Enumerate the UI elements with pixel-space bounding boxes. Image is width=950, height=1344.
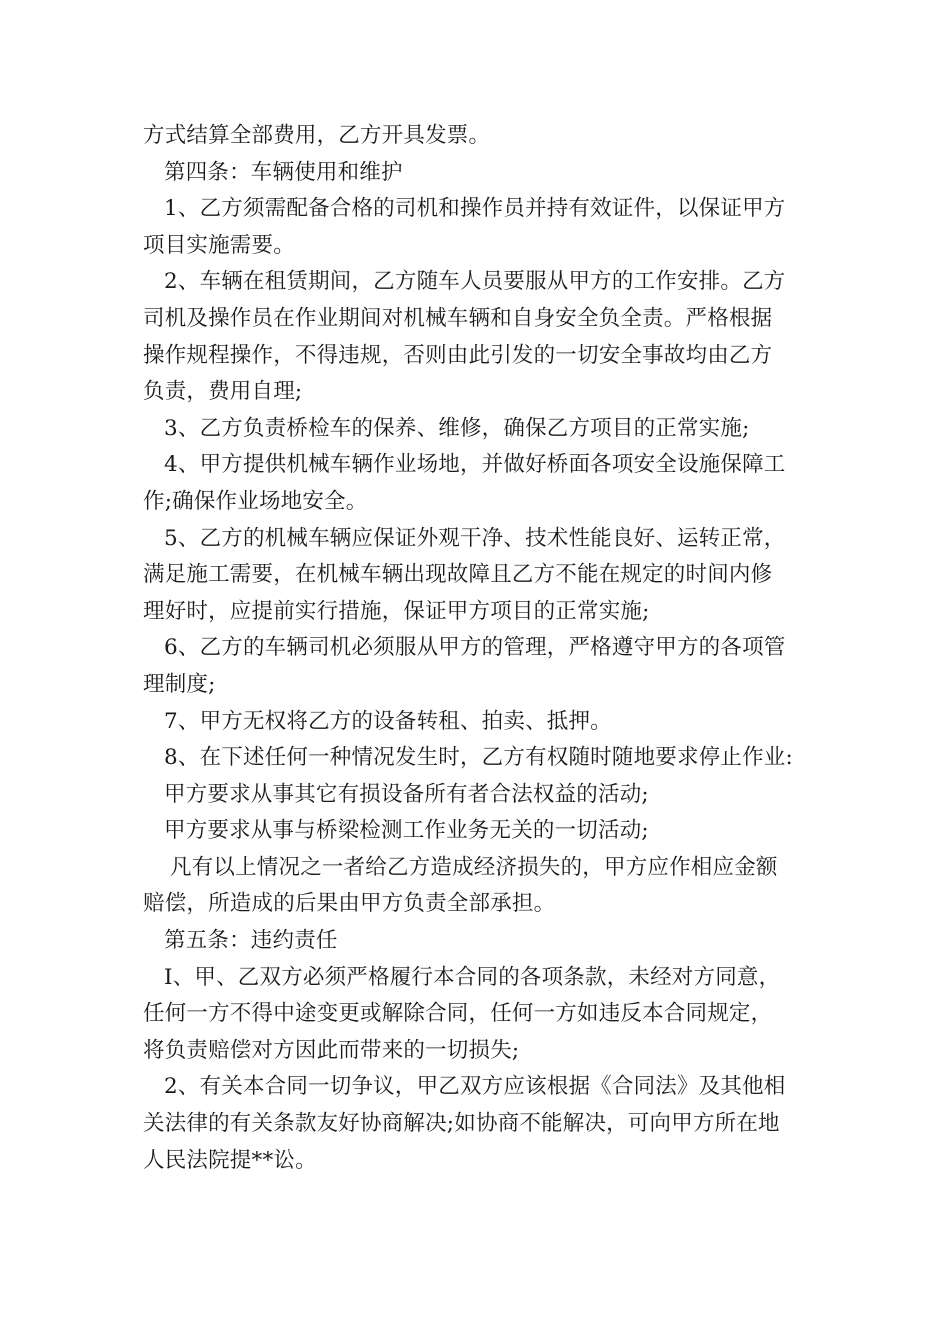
text-line: 理制度; xyxy=(143,671,216,697)
text-line: I、甲、乙双方必须严格履行本合同的各项条款，未经对方同意， xyxy=(164,964,781,990)
text-line: 负责，费用自理; xyxy=(143,379,303,405)
text-line: 司机及操作员在作业期间对机械车辆和自身安全负全责。严格根据 xyxy=(143,305,773,331)
text-line: 方式结算全部费用，乙方开具发票。 xyxy=(143,123,491,148)
text-line: 4、甲方提供机械车辆作业场地，并做好桥面各项安全设施保障工 xyxy=(164,452,786,478)
text-line: 2、车辆在租赁期间，乙方随车人员要服从甲方的工作安排。乙方 xyxy=(164,269,786,295)
document-body xyxy=(143,118,813,1179)
text-line: 6、乙方的车辆司机必须服从甲方的管理，严格遵守甲方的各项管 xyxy=(164,635,786,661)
text-line: 赔偿，所造成的后果由甲方负责全部承担。 xyxy=(143,891,556,917)
text-line: 关法律的有关条款友好协商解决;如协商不能解决，可向甲方所在地 xyxy=(143,1111,780,1137)
text-line: 8、在下述任何一种情况发生时，乙方有权随时随地要求停止作业: xyxy=(164,745,793,771)
text-line: 1、乙方须需配备合格的司机和操作员并持有效证件，以保证甲方 xyxy=(164,196,786,222)
text-line: 甲方要求从事其它有损设备所有者合法权益的活动; xyxy=(164,781,649,807)
text-line: 第四条：车辆使用和维护 xyxy=(164,159,403,185)
text-line: 将负责赔偿对方因此而带来的一切损失; xyxy=(143,1037,520,1063)
text-line: 作;确保作业场地安全。 xyxy=(143,488,368,514)
text-line: 项目实施需要。 xyxy=(143,232,295,258)
text-line: 2、有关本合同一切争议，甲乙双方应该根据《合同法》及其他相 xyxy=(164,1074,786,1100)
text-line: 7、甲方无权将乙方的设备转租、拍卖、抵押。 xyxy=(164,708,612,734)
text-line: 任何一方不得中途变更或解除合同，任何一方如违反本合同规定， xyxy=(143,1001,773,1027)
text-line: 人民法院提**讼。 xyxy=(143,1147,317,1173)
text-line: 第五条：违约责任 xyxy=(164,928,338,954)
text-line: 满足施工需要，在机械车辆出现故障且乙方不能在规定的时间内修 xyxy=(143,562,773,588)
text-line: 凡有以上情况之一者给乙方造成经济损失的，甲方应作相应金额 xyxy=(170,854,778,880)
text-line: 理好时，应提前实行措施，保证甲方项目的正常实施; xyxy=(143,598,650,624)
text-line: 5、乙方的机械车辆应保证外观干净、技术性能良好、运转正常， xyxy=(164,525,786,551)
text-line: 甲方要求从事与桥梁检测工作业务无关的一切活动; xyxy=(164,818,649,844)
text-line: 3、乙方负责桥检车的保养、维修，确保乙方项目的正常实施; xyxy=(164,415,750,441)
text-line: 操作规程操作，不得违规，否则由此引发的一切安全事故均由乙方 xyxy=(143,342,773,368)
